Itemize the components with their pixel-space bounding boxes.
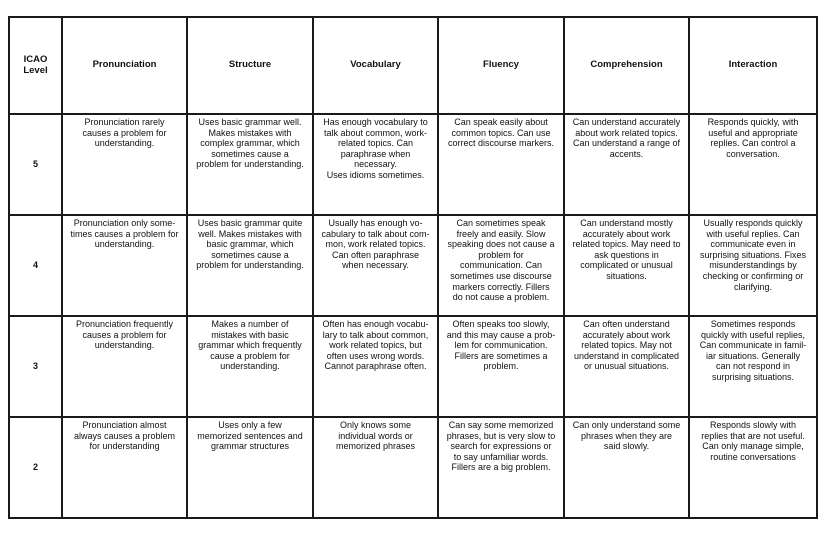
comprehension-cell: Can often understand accurately about work related topics. May not understand in complicated or unusual situations. (564, 316, 689, 417)
header-row (9, 17, 817, 114)
table-row (9, 114, 817, 215)
comprehension-cell: Can understand mostly accurately about work related topics. May need to ask questions in complicated or unusual situations. (564, 215, 689, 316)
vocabulary-cell: Has enough vocabulary to talk about common, work- related topics. Can paraphrase when necessary. Uses idioms sometimes. (313, 114, 438, 215)
pronunciation-cell: Pronunciation rarely causes a problem for understanding. (62, 114, 187, 215)
column-header-comprehension: Comprehension (564, 17, 689, 114)
column-header-structure: Structure (187, 17, 313, 114)
structure-cell: Makes a number of mistakes with basic grammar which frequently cause a problem for understanding. (187, 316, 313, 417)
pronunciation-cell: Pronunciation frequently causes a problem for understanding. (62, 316, 187, 417)
table-row (9, 215, 817, 316)
column-header-level: ICAO Level (9, 17, 62, 114)
column-header-vocabulary: Vocabulary (313, 17, 438, 114)
comprehension-cell: Can understand accurately about work related topics. Can understand a range of accents. (564, 114, 689, 215)
table-row (9, 316, 817, 417)
column-header-fluency: Fluency (438, 17, 564, 114)
column-header-pronunciation: Pronunciation (62, 17, 187, 114)
comprehension-cell: Can only understand some phrases when they are said slowly. (564, 417, 689, 518)
table-row (9, 417, 817, 518)
pronunciation-cell: Pronunciation only some- times causes a problem for understanding. (62, 215, 187, 316)
interaction-cell: Usually responds quickly with useful replies. Can communicate even in surprising situations. Fixes misunderstandings by checking or confirming or clarifying. (689, 215, 817, 316)
pronunciation-cell: Pronunciation almost always causes a problem for understanding (62, 417, 187, 518)
vocabulary-cell: Only knows some individual words or memorized phrases (313, 417, 438, 518)
vocabulary-cell: Often has enough vocabu- lary to talk about common, work related topics, but often uses wrong words. Cannot paraphrase often. (313, 316, 438, 417)
interaction-cell: Responds slowly with replies that are not useful. Can only manage simple, routine conversations (689, 417, 817, 518)
fluency-cell: Often speaks too slowly, and this may cause a prob- lem for communication. Fillers are sometimes a problem. (438, 316, 564, 417)
interaction-cell: Sometimes responds quickly with useful replies, Can communicate in famil- iar situations. Generally can not respond in surprising situations. (689, 316, 817, 417)
level-cell: 5 (9, 114, 62, 215)
fluency-cell: Can say some memorized phrases, but is very slow to search for expressions or to say unfamiliar words. Fillers are a big problem. (438, 417, 564, 518)
level-cell: 4 (9, 215, 62, 316)
interaction-cell: Responds quickly, with useful and appropriate replies. Can control a conversation. (689, 114, 817, 215)
icao-rating-table (8, 16, 818, 519)
column-header-interaction: Interaction (689, 17, 817, 114)
fluency-cell: Can sometimes speak freely and easily. Slow speaking does not cause a problem for communication. Can sometimes use discourse markers correctly. Fillers do not cause a problem. (438, 215, 564, 316)
structure-cell: Uses basic grammar quite well. Makes mistakes with basic grammar, which sometimes cause a problem for understanding. (187, 215, 313, 316)
fluency-cell: Can speak easily about common topics. Can use correct discourse markers. (438, 114, 564, 215)
level-cell: 2 (9, 417, 62, 518)
level-cell: 3 (9, 316, 62, 417)
vocabulary-cell: Usually has enough vo- cabulary to talk about com- mon, work related topics. Can often paraphrase when necessary. (313, 215, 438, 316)
structure-cell: Uses only a few memorized sentences and grammar structures (187, 417, 313, 518)
structure-cell: Uses basic grammar well. Makes mistakes with complex grammar, which sometimes cause a problem for understanding. (187, 114, 313, 215)
